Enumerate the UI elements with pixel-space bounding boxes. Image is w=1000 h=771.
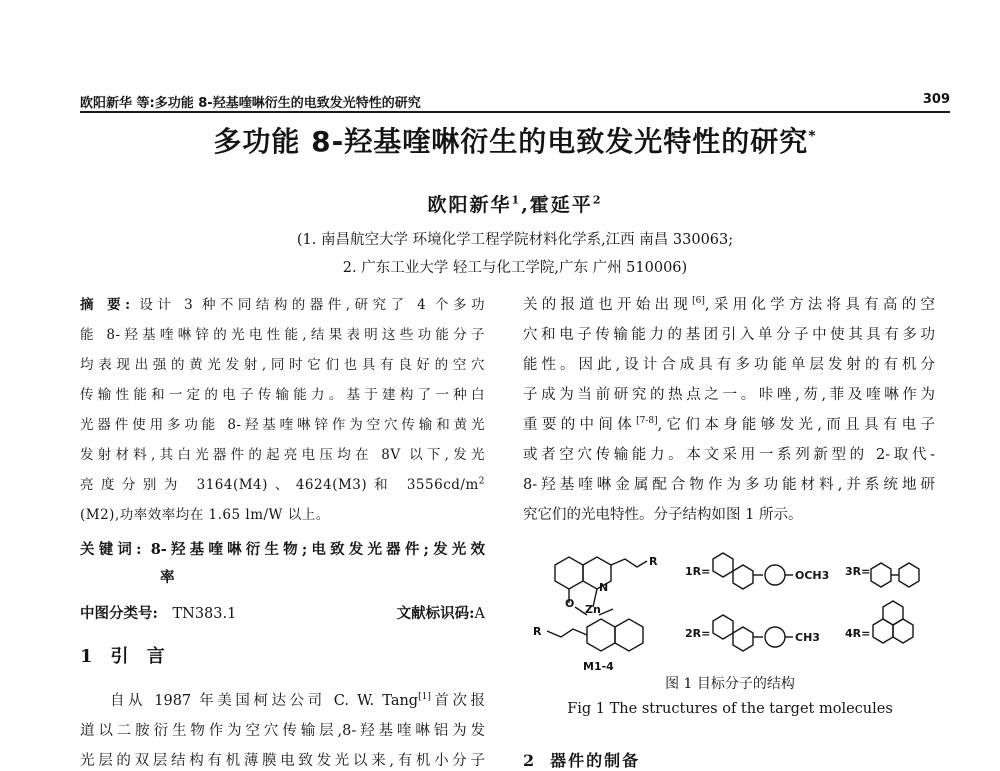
label-4r: 4R= bbox=[845, 627, 871, 640]
body-text: 关的报道也开始出现 bbox=[523, 297, 693, 313]
superscript-2: 2 bbox=[478, 476, 485, 487]
ring bbox=[555, 557, 583, 589]
running-head bbox=[80, 92, 950, 110]
phenyl-ring bbox=[765, 565, 785, 585]
ring bbox=[713, 553, 733, 577]
title-footnote-mark: * bbox=[808, 128, 817, 145]
body-line bbox=[523, 293, 935, 314]
body-line bbox=[523, 413, 935, 434]
header-rule bbox=[80, 111, 950, 113]
author-1: 欧阳新华 bbox=[427, 194, 512, 216]
keywords-label: 关键词: bbox=[80, 541, 142, 558]
label-zn: Zn bbox=[585, 603, 601, 616]
abstract-line: 能 8-羟基喹啉锌的光电性能,结果表明这些功能分子 bbox=[80, 327, 485, 343]
label-o: O bbox=[565, 597, 575, 610]
ring bbox=[587, 619, 615, 651]
section-1-title: 引 言 bbox=[110, 646, 171, 667]
classification-line bbox=[80, 602, 485, 623]
label-1r: 1R= bbox=[685, 565, 711, 578]
body-line: 8-羟基喹啉金属配合物作为多功能材料,并系统地研 bbox=[523, 477, 935, 493]
clc-value: TN383.1 bbox=[172, 606, 237, 622]
body-line: 或者空穴传输能力。本文采用一系列新型的 2-取代- bbox=[523, 447, 935, 463]
label-n: N bbox=[599, 581, 609, 594]
abstract-text: 设计 3 种不同结构的器件,研究了 4 个多功 bbox=[139, 297, 485, 313]
section-2-number: 2 bbox=[523, 751, 535, 770]
body-text: ,采用化学方法将具有高的空 bbox=[704, 297, 936, 313]
abstract-text: 亮度分别为 3164(M4)、4624(M3)和 3556cd/m bbox=[80, 477, 479, 493]
label-3r: 3R= bbox=[845, 565, 871, 578]
ring bbox=[883, 601, 903, 625]
label-r-left: R bbox=[533, 625, 542, 638]
zn-o-bond-2 bbox=[599, 609, 613, 615]
doc-code-label: 文献标识码: bbox=[396, 605, 475, 622]
affiliation-2: 2. 广东工业大学 轻工与化工学院,广东 广州 510006) bbox=[342, 260, 688, 276]
citation: [1] bbox=[418, 692, 431, 703]
authors bbox=[80, 190, 950, 217]
affiliation-1: (1. 南昌航空大学 环境化学工程学院材料化学系,江西 南昌 330063; bbox=[296, 232, 734, 248]
intro-line: 光层的双层结构有机薄膜电致发光以来,有机小分子 bbox=[80, 753, 485, 769]
phenyl-ring bbox=[765, 627, 785, 647]
body-text: 重要的中间体 bbox=[523, 417, 637, 433]
author-2: ,霍延平 bbox=[521, 194, 593, 216]
label-m1-4: M1-4 bbox=[583, 660, 614, 673]
vinyl-bond bbox=[547, 629, 587, 637]
abstract-line: 发射材料,其白光器件的起亮电压均在 8V 以下,发光 bbox=[80, 447, 485, 463]
section-1-number: 1 bbox=[80, 646, 93, 667]
ring bbox=[713, 615, 733, 639]
label-r: R bbox=[649, 555, 658, 568]
clc-label: 中图分类号: bbox=[80, 605, 158, 622]
ring bbox=[733, 627, 753, 651]
body-line: 究它们的光电特性。分子结构如图 1 所示。 bbox=[523, 507, 803, 523]
intro-text: 自从 1987 年美国柯达公司 C. W. Tang bbox=[110, 693, 419, 709]
keywords-line bbox=[80, 538, 485, 559]
abstract-line bbox=[80, 473, 485, 493]
keywords-line-2: 率 bbox=[160, 569, 175, 586]
abstract-line: 均表现出强的黄光发射,同时它们也具有良好的空穴 bbox=[80, 357, 485, 373]
label-och3: OCH3 bbox=[795, 569, 830, 582]
paper-title-text: 多功能 8-羟基喹啉衍生的电致发光特性的研究 bbox=[213, 125, 809, 158]
citation: [6] bbox=[692, 296, 705, 307]
ring bbox=[899, 563, 919, 587]
fluorene bbox=[871, 563, 919, 587]
paper-title bbox=[80, 120, 950, 160]
body-line: 子成为当前研究的热点之一。咔唑,芴,菲及喹啉作为 bbox=[523, 387, 935, 403]
abstract-line: 光器件使用多功能 8-羟基喹啉锌作为空穴传输和黄光 bbox=[80, 417, 485, 433]
ring bbox=[733, 565, 753, 589]
label-ch3: CH3 bbox=[795, 631, 820, 644]
author-2-affil: 2 bbox=[592, 193, 603, 207]
phenanthrene bbox=[873, 601, 913, 643]
doc-code-value: A bbox=[474, 606, 485, 622]
carbazole-tolyl bbox=[713, 615, 793, 651]
body-line: 能性。因此,设计合成具有多功能单层发射的有机分 bbox=[523, 357, 935, 373]
page-number: 309 bbox=[922, 92, 950, 107]
ring bbox=[615, 619, 643, 651]
carbazole-methoxyphenyl bbox=[713, 553, 793, 589]
figure-caption-cn: 图 1 目标分子的结构 bbox=[665, 676, 795, 692]
intro-text: 首次报 bbox=[430, 693, 485, 709]
section-1-heading bbox=[80, 642, 485, 668]
vinyl-bond bbox=[611, 559, 647, 567]
running-head-title: 欧阳新华 等:多功能 8-羟基喹啉衍生的电致发光特性的研究 bbox=[80, 96, 421, 111]
label-2r: 2R= bbox=[685, 627, 711, 640]
ring bbox=[871, 563, 891, 587]
abstract-line: (M2),功率效率均在 1.65 lm/W 以上。 bbox=[80, 507, 330, 523]
figure-caption-en: Fig 1 The structures of the target molecules bbox=[567, 701, 893, 717]
section-2-title: 器件的制备 bbox=[550, 751, 641, 770]
abstract-line: 传输性能和一定的电子传输能力。基于建构了一种白 bbox=[80, 387, 485, 403]
abstract-label: 摘 要: bbox=[80, 297, 131, 313]
body-text: ,它们本身能够发光,而且具有电子 bbox=[657, 417, 936, 433]
abstract-line bbox=[80, 293, 485, 313]
intro-line bbox=[110, 689, 485, 710]
keywords-text: 8-羟基喹啉衍生物;电致发光器件;发光效 bbox=[150, 541, 485, 558]
intro-line: 道以二胺衍生物作为空穴传输层,8-羟基喹啉铝为发 bbox=[80, 723, 485, 739]
body-line: 穴和电子传输能力的基团引入单分子中使其具有多功 bbox=[523, 327, 935, 343]
citation: [7-8] bbox=[636, 416, 658, 427]
author-1-affil: 1 bbox=[511, 193, 522, 207]
